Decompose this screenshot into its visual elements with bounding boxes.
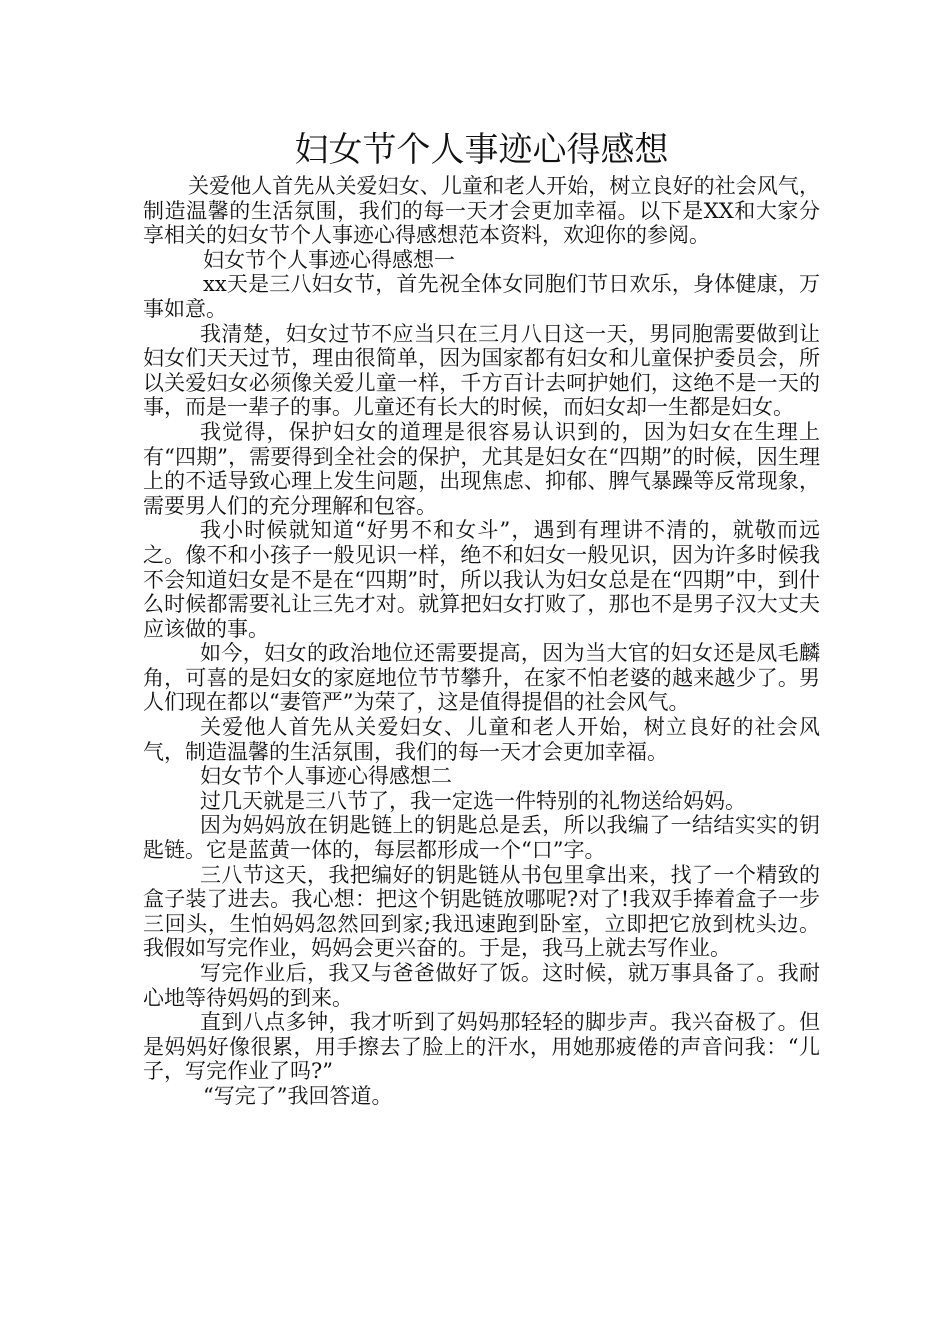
paragraph: 直到八点多钟，我才听到了妈妈那轻轻的脚步声。我兴奋极了。但是妈妈好像很累，用手擦去了脸上的汗水，用她那疲倦的声音问我：“儿子，写完作业了吗?” [143,1010,820,1084]
section-heading-two: 妇女节个人事迹心得感想二 [200,764,452,789]
paragraph: 因为妈妈放在钥匙链上的钥匙总是丢，所以我编了一结结实实的钥匙链。它是蓝黄一体的，每层都形成一个“口”字。 [143,813,820,863]
paragraph: 写完作业后，我又与爸爸做好了饭。这时候，就万事具备了。我耐心地等待妈妈的到来。 [143,961,820,1010]
paragraph: 我小时候就知道“好男不和女斗”，遇到有理讲不清的，就敬而远之。像不和小孩子一般见识一样，绝不和妇女一般见识，因为许多时候我不会知道妇女是不是在“四期”时，所以我认为妇女总是在“四期”中，到什么时候都需要礼让三先才对。就算把妇女打败了，那也不是男子汉大丈夫应该做的事。 [143,518,820,641]
paragraph: xx天是三八妇女节，首先祝全体女同胞们节日欢乐，身体健康，万事如意。 [143,272,820,321]
paragraph: 我觉得，保护妇女的道理是很容易认识到的，因为妇女在生理上有“四期”，需要得到全社会的保护，尤其是妇女在“四期”的时候，因生理上的不适导致心理上发生问题，出现焦虑、抑郁、脾气暴躁等反常现象，需要男人们的充分理解和包容。 [143,419,820,518]
paragraph: 过几天就是三八节了，我一定选一件特别的礼物送给妈妈。 [200,788,746,813]
section-heading-one: 妇女节个人事迹心得感想一 [203,247,455,272]
paragraph: 如今，妇女的政治地位还需要提高，因为当大官的妇女还是凤毛麟角，可喜的是妇女的家庭地位节节攀升，在家不怕老婆的越来越少了。男人们现在都以“妻管严”为荣了，这是值得提倡的社会风气。 [143,641,820,715]
document-page [143,128,820,1109]
paragraph: 关爱他人首先从关爱妇女、儿童和老人开始，树立良好的社会风气，制造温馨的生活氛围，我们的每一天才会更加幸福。 [143,715,820,764]
paragraph: “写完了”我回答道。 [203,1083,393,1108]
document-title: 妇女节个人事迹心得感想 [294,130,669,170]
paragraph: 我清楚，妇女过节不应当只在三月八日这一天，男同胞需要做到让妇女们天天过节，理由很简单，因为国家都有妇女和儿童保护委员会，所以关爱妇女必须像关爱儿童一样，千方百计去呵护她们，这绝不是一天的事，而是一辈子的事。儿童还有长大的时候，而妇女却一生都是妇女。 [143,321,820,420]
paragraph: 三八节这天，我把编好的钥匙链从书包里拿出来，找了一个精致的盒子装了进去。我心想：把这个钥匙链放哪呢?对了!我双手捧着盒子一步三回头，生怕妈妈忽然回到家;我迅速跑到卧室，立即把它放到枕头边。我假如写完作业，妈妈会更兴奋的。于是，我马上就去写作业。 [143,862,820,961]
intro-paragraph: 关爱他人首先从关爱妇女、儿童和老人开始，树立良好的社会风气，制造温馨的生活氛围，我们的每一天才会更加幸福。以下是XX和大家分享相关的妇女节个人事迹心得感想范本资料，欢迎你的参阅。 [143,174,820,248]
